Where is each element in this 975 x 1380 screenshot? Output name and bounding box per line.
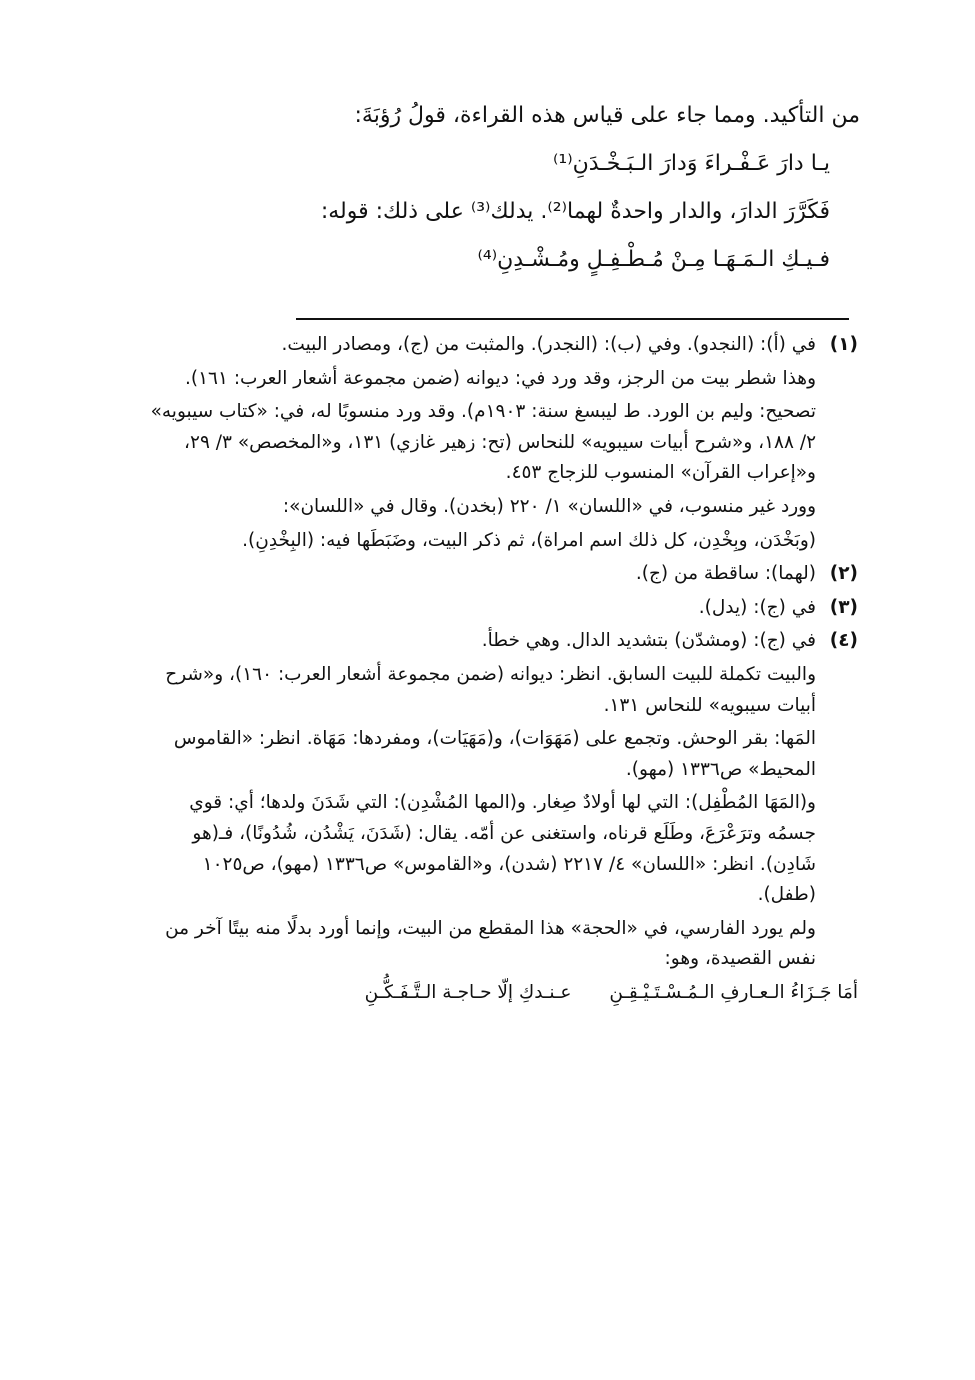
footnote-body [148,330,816,364]
footnote-number: (٣) [829,596,858,618]
main-line-3: فَكَرَّرَ الدارَ، والدار واحدةٌ لهما⁽²⁾. يدلك⁽³⁾ على ذلك: قوله: [320,199,830,224]
footnotes [148,330,858,1011]
footnote-1-para-3: تصحيح: وليم بن الورد. ط ليبسغ سنة: ١٩٠٣م). وقد ورد منسوبًا له، في: «كتاب سيبويه» ٢/ ١٨٨، و«شرح أبيات سيبويه» للنحاس (تح: زهير غازي) ١٣١، و«المخصص» ٣/ ٢٩، و«إعراب القرآن» المنسوب للزجاج ٤٥٣. [150,401,816,484]
main-line-1: من التأكيد. ومما جاء على قياس هذه القراءة، قولُ رُؤبَةَ: [354,103,860,128]
footnote-body [148,559,816,593]
footnote-4-para-3: المَها: بقر الوحش. وتجمع على (مَهَوَات)، و(مَهَيَات)، ومفردها: مَهَاة. انظر: «القاموس المحيط» ص١٣٣٦ (مهو). [173,728,816,780]
footnote-text: في (أ): (النجدو). وفي (ب): (النجدر). والمثبت من (ج)، ومصادر البيت. [281,334,816,355]
footnote-4-verse [148,978,858,1009]
footnote-number: (٤) [829,630,858,652]
footnote-text: في (ج): (ومشدّن) بتشديد الدال. وهي خطأ. [481,630,816,652]
footnote-4-para-2: والبيت تكملة للبيت السابق. انظر: ديوانه (ضمن مجموعة أشعار العرب: ١٦٠)، و«شرح أبيات سيبويه» للنحاس ١٣١. [165,663,816,716]
verse-line-1: يـا دارَ عَـفْـراءَ وَدارَ الـبَـخْـدَنِ⁽¹⁾ [552,151,830,176]
verse-hemistich-first: أمَا جَـزَاءُ الـعـارفِ الـمُـسْـتَـيْـقِـنِ [609,981,858,1003]
footnote-number: (١) [829,334,858,355]
footnote-text: (لهما): ساقطة من (ج). [635,563,816,585]
footnote-body [148,626,816,660]
footnote-4 [148,626,858,660]
footnote-1-para-4: وورد غير منسوب، في «اللسان» ١/ ٢٢٠ (بخدن). وقال في «اللسان»: [282,495,816,517]
footnote-4-para-5: ولم يورد الفارسي، في «الحجة» هذا المقطع من البيت، وإنما أورد بدلًا منه بيتًا آخر من نفس القصيدة، وهو: [165,917,816,970]
footnote-number: (٢) [829,563,858,585]
main-text [160,92,860,284]
footnote-3 [148,593,858,627]
footnote-1 [148,330,858,364]
footnote-body [148,593,816,627]
footnote-text: في (ج): (يدل). [698,596,816,618]
footnote-1-para-2: وهذا شطر بيت من الرجز، وقد ورد في: ديوانه (ضمن مجموعة أشعار العرب: ١٦١). [185,367,816,389]
verse-line-2: فـيـكِ الـمَـهَـا مِـنْ مُـطْـفِـلٍ ومُـشْـدِنِ⁽⁴⁾ [477,247,830,272]
verse-hemistich-second: عـنـدكِ إلّا حـاجـة الـتَّـفَـكُّـنِ [364,981,572,1003]
footnote-2 [148,559,858,593]
footnote-1-para-5: (وبَخْدَن، وبِخْدِن، كل ذلك اسم امراة)، ثم ذكر البيت، وضَبَطَها فيه: (البِخْدِنِ). [242,529,816,551]
footnote-4-para-4: و(المَهَا المُطْفِل): التي لها أولادٌ صِغار. و(المها المُشْدِن): التي شَدَنَ ولدها؛ أي: قوي جسمُه وترَعْرَعَ، وطَلَع قرناه، واستغنى عن أمّه. يقال: (شَدَنَ، يَشْدُن، شُدُونًا)، فـ(هو شَادِن). انظر: «اللسان» ٤/ ٢٢١٧ (شدن)، و«القاموس» ص١٣٣٦ (مهو)، ص١٠٢٥ (طفل). [189,792,816,906]
footnote-separator [296,318,849,320]
